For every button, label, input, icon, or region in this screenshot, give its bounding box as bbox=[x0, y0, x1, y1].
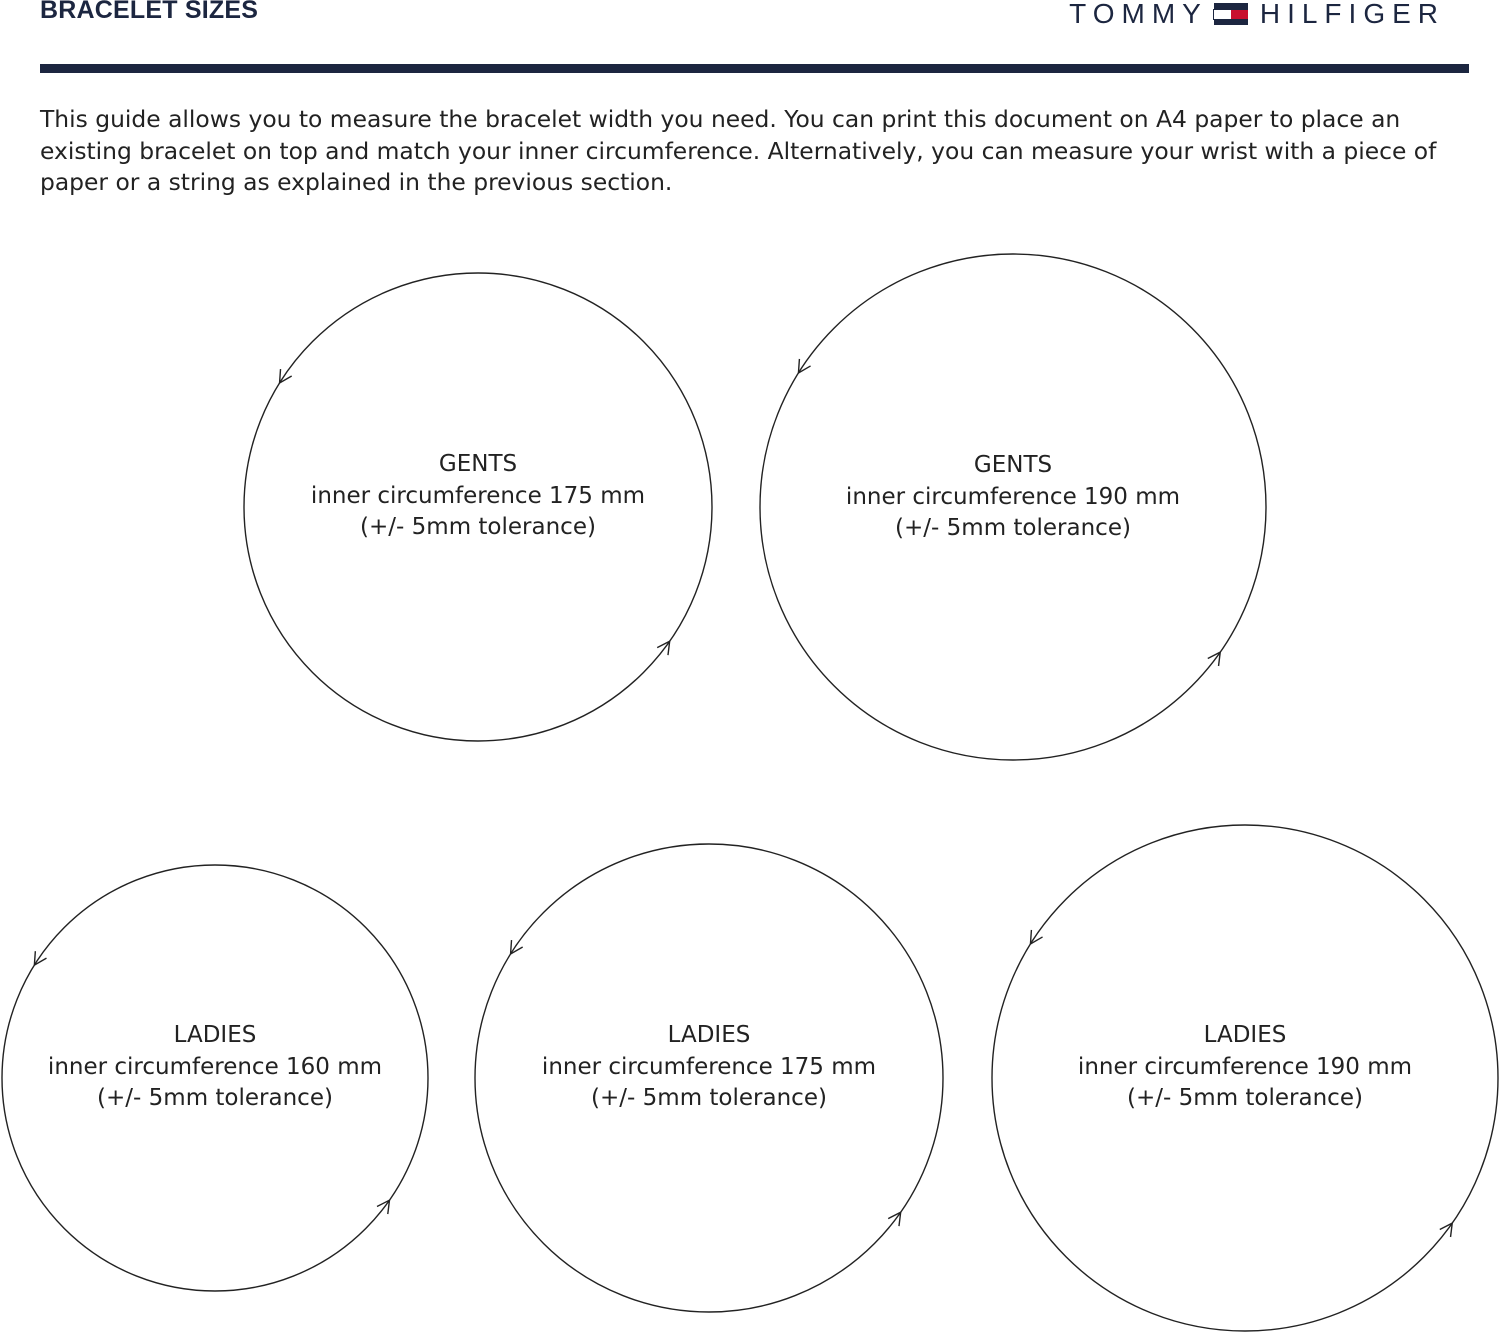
ring-tolerance-label: (+/- 5mm tolerance) bbox=[1127, 1085, 1363, 1111]
ring-tolerance-label: (+/- 5mm tolerance) bbox=[591, 1085, 827, 1111]
ring-label-2 bbox=[846, 450, 1180, 545]
ring-group-label: GENTS bbox=[973, 452, 1053, 478]
ring-group-label: GENTS bbox=[438, 451, 518, 477]
ring-label-3 bbox=[48, 1020, 382, 1115]
ring-label-1 bbox=[311, 449, 645, 544]
ring-tolerance-label: (+/- 5mm tolerance) bbox=[895, 515, 1131, 541]
ring-circumference-label: inner circumference 190 mm bbox=[1077, 1053, 1413, 1080]
intro-text: This guide allows you to measure the bracelet width you need. You can print this document on A4 paper to place an existing bracelet on top and match your inner circumference. Alternatively, you can measure your wrist with a piece of paper or a string as explained in the previous section. bbox=[40, 105, 1437, 196]
ring-circumference-label: inner circumference 190 mm bbox=[845, 483, 1181, 510]
ring-group-label: LADIES bbox=[1203, 1022, 1287, 1048]
ring-label-4 bbox=[542, 1020, 876, 1115]
ring-tolerance-label: (+/- 5mm tolerance) bbox=[97, 1085, 333, 1111]
ring-label-5 bbox=[1078, 1020, 1412, 1115]
ring-circumference-label: inner circumference 175 mm bbox=[310, 482, 646, 509]
page-title: BRACELET SIZES bbox=[40, 0, 259, 24]
ring-circumference-label: inner circumference 160 mm bbox=[47, 1053, 383, 1080]
ring-group-label: LADIES bbox=[667, 1022, 751, 1048]
ring-group-label: LADIES bbox=[173, 1022, 257, 1048]
brand-name-right: HILFIGER bbox=[1259, 0, 1445, 29]
ring-tolerance-label: (+/- 5mm tolerance) bbox=[360, 514, 596, 540]
ring-circumference-label: inner circumference 175 mm bbox=[541, 1053, 877, 1080]
brand-name-left: TOMMY bbox=[1069, 0, 1208, 29]
